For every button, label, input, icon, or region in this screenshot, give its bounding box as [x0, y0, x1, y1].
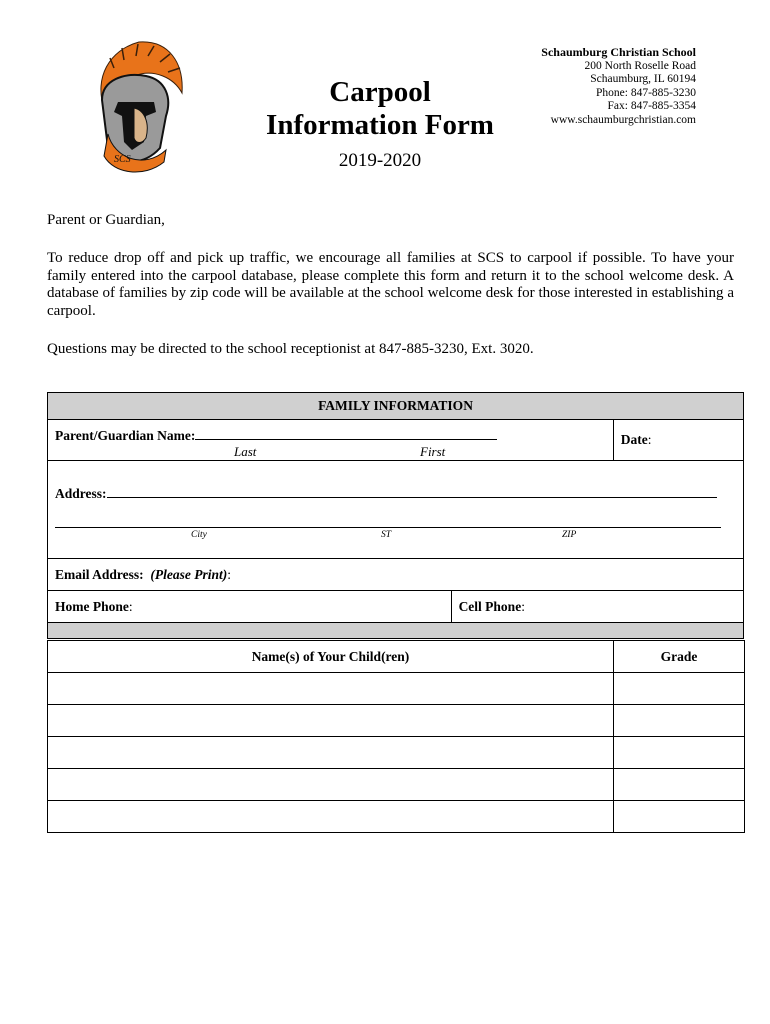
last-name-label: Last [234, 444, 257, 459]
date-colon: : [647, 432, 652, 447]
intro-paragraph: To reduce drop off and pick up traffic, we encourage all families at SCS to carpool if possible. To have your family entered into the carpool database, please complete this form and return it to the school welcome desk. A database of families by zip code will be available at the school welcome desk for those interested in establishing a carpool. [47, 250, 734, 319]
cell-phone-label: Cell Phone [458, 599, 522, 614]
email-colon: : [227, 567, 232, 582]
questions-paragraph: Questions may be directed to the school receptionist at 847-885-3230, Ext. 3020. [47, 341, 534, 357]
address-line[interactable] [107, 485, 717, 498]
children-table [47, 640, 745, 833]
child-name-input[interactable] [48, 769, 614, 801]
school-address: 200 North Roselle Road [584, 59, 696, 72]
cell-phone-cell[interactable] [451, 591, 743, 623]
child-name-input[interactable] [48, 737, 614, 769]
page-title [230, 76, 530, 142]
home-phone-cell[interactable] [48, 591, 452, 623]
child-name-input[interactable] [48, 801, 614, 833]
title-line-1: Carpool [329, 76, 431, 108]
child-grade-input[interactable] [614, 705, 745, 737]
first-name-label: First [420, 444, 446, 459]
child-grade-input[interactable] [614, 769, 745, 801]
home-phone-colon: : [128, 599, 133, 614]
date-cell[interactable] [613, 420, 743, 461]
child-grade-input[interactable] [614, 737, 745, 769]
school-city-state-zip: Schaumburg, IL 60194 [590, 73, 696, 86]
title-line-2: Information Form [266, 109, 494, 141]
date-label: Date [620, 432, 648, 447]
school-fax: Fax: 847-885-3354 [607, 100, 696, 113]
school-logo [84, 38, 190, 176]
home-phone-label: Home Phone [55, 599, 129, 614]
address-label: Address: [55, 486, 107, 501]
parent-name-cell[interactable] [48, 420, 614, 461]
parent-name-line[interactable] [195, 427, 497, 440]
email-cell[interactable] [48, 559, 744, 591]
school-name: Schaumburg Christian School [541, 45, 696, 59]
form-header: FAMILY INFORMATION [48, 393, 744, 420]
family-information-form [47, 392, 744, 639]
grade-header: Grade [614, 641, 745, 673]
zip-label: ZIP [562, 530, 577, 540]
logo-monogram: SCS [114, 154, 131, 165]
school-contact-block [541, 46, 696, 128]
child-grade-input[interactable] [614, 673, 745, 705]
child-grade-input[interactable] [614, 801, 745, 833]
state-label: ST [381, 530, 392, 540]
child-name-input[interactable] [48, 705, 614, 737]
children-names-header: Name(s) of Your Child(ren) [48, 641, 614, 673]
child-name-input[interactable] [48, 673, 614, 705]
email-label: Email Address: [55, 567, 144, 582]
school-phone: Phone: 847-885-3230 [596, 86, 696, 99]
parent-name-label: Parent/Guardian Name: [55, 428, 196, 443]
school-website: www.schaumburgchristian.com [550, 113, 696, 126]
greeting: Parent or Guardian, [47, 212, 165, 228]
section-divider [48, 623, 744, 639]
city-label: City [191, 530, 207, 540]
cell-phone-colon: : [521, 599, 525, 614]
address-cell[interactable] [48, 461, 744, 559]
school-year: 2019-2020 [338, 150, 422, 171]
email-note: (Please Print) [150, 567, 228, 582]
